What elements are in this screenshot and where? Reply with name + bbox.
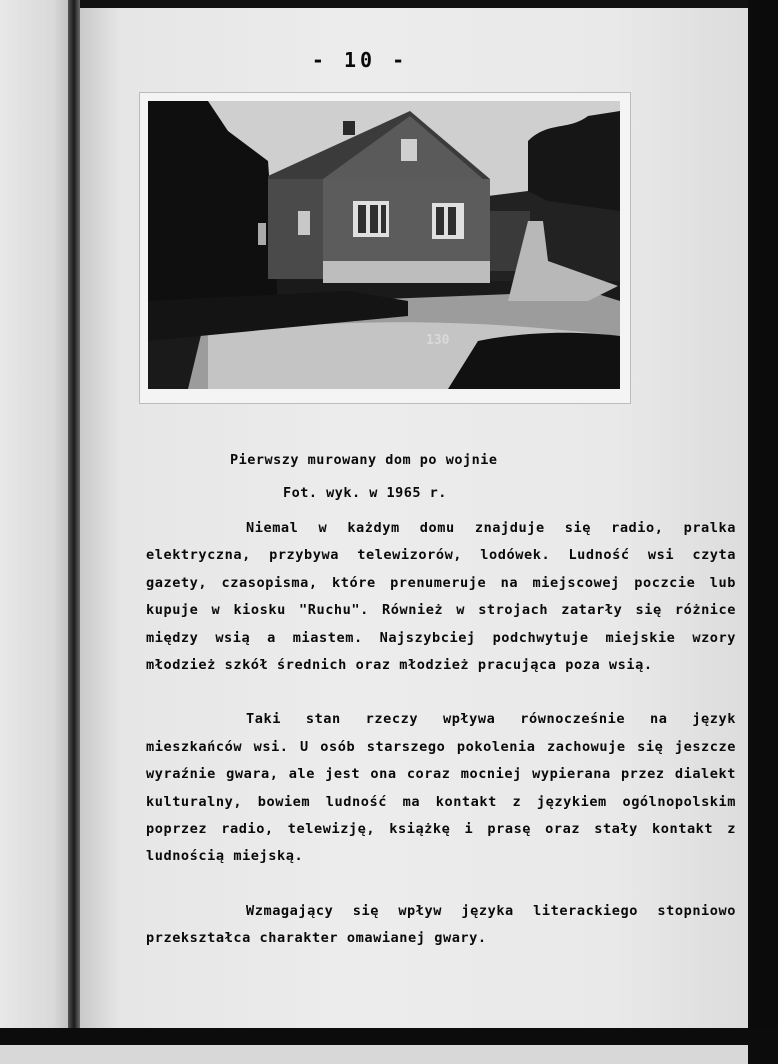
page-number: - 10 -: [311, 48, 409, 72]
photograph-frame: [140, 93, 630, 403]
paragraph: Taki stan rzeczy wpływa równocześnie na język mieszkańców wsi. U osób starszego pokolenia zachowuje się jeszcze wyraźnie gwara, ale jest ona coraz mocniej wypierana przez dialekt kulturalny, bowiem ludność ma kontakt z językiem ogólnopolskim poprzez radio, telewizję, książkę i prasę oraz stały kontakt z ludnością miejską.: [146, 711, 736, 865]
house-photo: [148, 101, 620, 389]
photo-caption-title: Pierwszy murowany dom po wojnie: [230, 452, 498, 468]
scan-border-right: [748, 0, 778, 1064]
scan-bottom-strip: [0, 1045, 748, 1064]
paragraph: Niemal w każdym domu znajduje się radio, pralka elektryczna, przybywa telewizorów, lodówek. Ludność wsi czyta gazety, czasopisma, które prenumeruje na miejscowej poczcie lub kupuje w kiosku "Ruchu". Również w strojach zatarły się różnice między wsią a miastem. Najszybciej podchwytuje miejskie wzory młodzież szkół średnich oraz młodzież pracująca poza wsią.: [146, 520, 736, 674]
binding-gutter: [68, 0, 80, 1030]
previous-page-edge: [0, 0, 76, 1030]
photo-number: 130: [426, 333, 450, 348]
photo-caption-credit: Fot. wyk. w 1965 r.: [283, 485, 447, 501]
body-text: [146, 515, 736, 953]
paragraph: Wzmagający się wpływ języka literackiego stopniowo przekształca charakter omawianej gwary.: [146, 902, 736, 947]
